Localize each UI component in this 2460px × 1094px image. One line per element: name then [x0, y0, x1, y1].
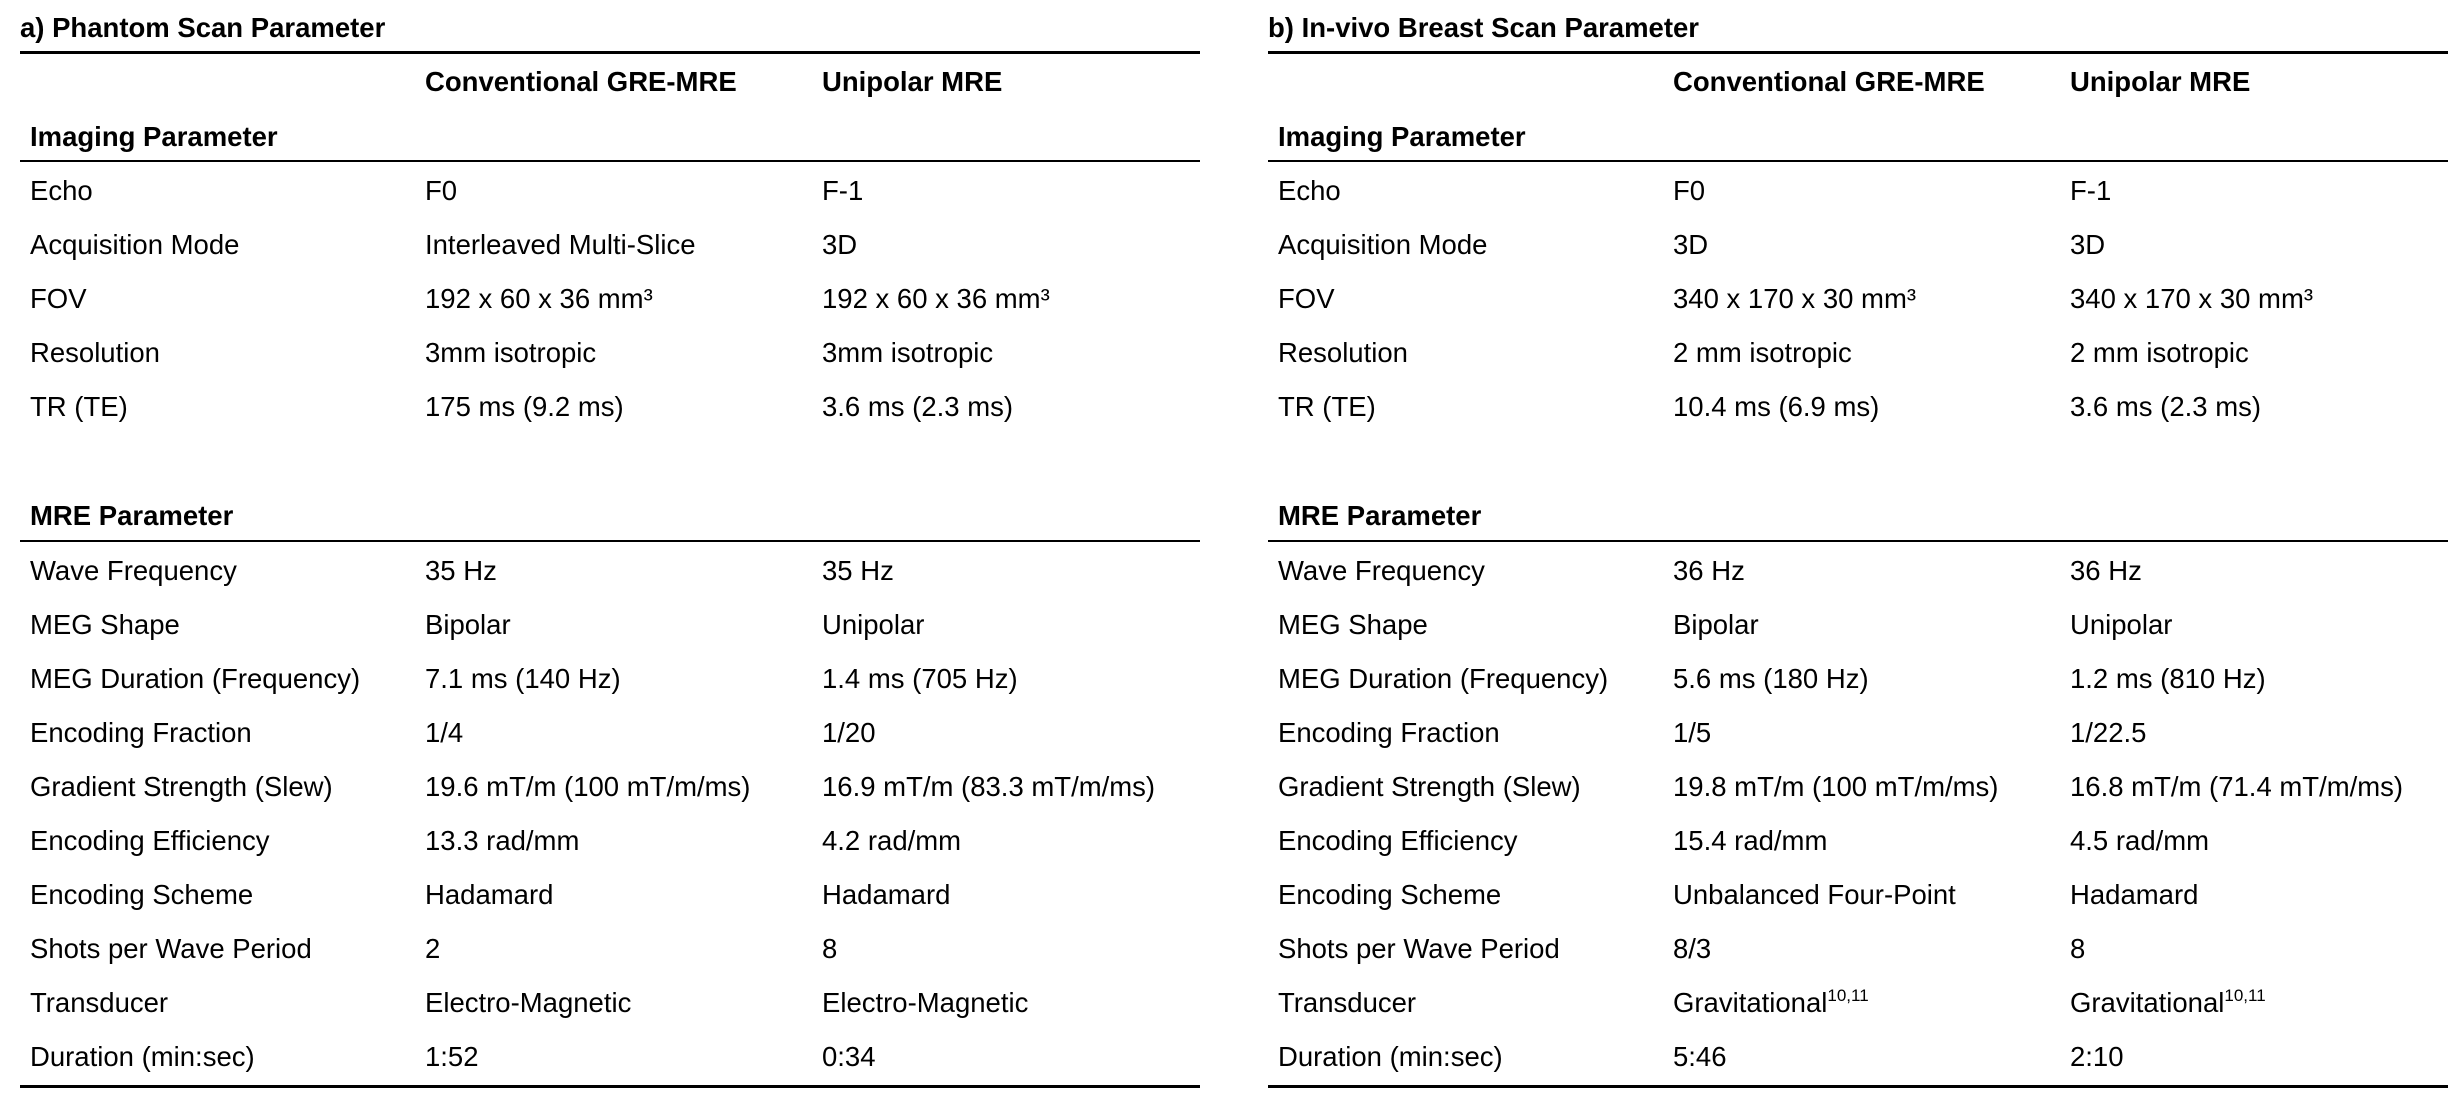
conventional-value: 5:46	[1673, 1041, 1727, 1072]
conventional-value: 3mm isotropic	[425, 337, 597, 368]
row-label: Resolution	[30, 337, 160, 368]
row-label: MEG Duration (Frequency)	[30, 663, 361, 694]
top-rule	[20, 51, 1200, 54]
section-rule	[20, 160, 1200, 162]
unipolar-value: Hadamard	[822, 879, 951, 910]
unipolar-value: 3.6 ms (2.3 ms)	[822, 391, 1014, 422]
table-row	[1268, 380, 2448, 434]
row-label: Acquisition Mode	[30, 229, 240, 260]
row-label: Echo	[30, 175, 93, 206]
section-heading-mre: MRE Parameter	[30, 500, 234, 531]
conventional-value: 35 Hz	[425, 555, 497, 586]
conventional-value: 2	[425, 933, 441, 964]
conventional-value: Hadamard	[425, 879, 554, 910]
column-header-conventional: Conventional GRE-MRE	[425, 66, 737, 97]
row-label: Wave Frequency	[1278, 555, 1485, 586]
row-label: Echo	[1278, 175, 1341, 206]
row-label: Shots per Wave Period	[30, 933, 312, 964]
table-row	[1268, 976, 2448, 1030]
table-row	[20, 164, 1200, 218]
unipolar-value: 16.9 mT/m (83.3 mT/m/ms)	[822, 771, 1156, 802]
conventional-value: Interleaved Multi-Slice	[425, 229, 696, 260]
table-row	[1268, 326, 2448, 380]
conventional-value: 1/5	[1673, 717, 1712, 748]
unipolar-value: 8	[2070, 933, 2086, 964]
table-row	[20, 922, 1200, 976]
unipolar-value: 1/22.5	[2070, 717, 2147, 748]
unipolar-value: 4.2 rad/mm	[822, 825, 962, 856]
table-row	[1268, 760, 2448, 814]
unipolar-value: 3D	[2070, 229, 2106, 260]
table-row	[20, 326, 1200, 380]
table-row	[1268, 598, 2448, 652]
unipolar-value: 2:10	[2070, 1041, 2124, 1072]
table-row	[20, 652, 1200, 706]
unipolar-value: F-1	[2070, 175, 2112, 206]
row-label: Wave Frequency	[30, 555, 237, 586]
column-header-unipolar: Unipolar MRE	[2070, 66, 2251, 97]
row-label: MEG Duration (Frequency)	[1278, 663, 1609, 694]
row-label: Encoding Fraction	[30, 717, 252, 748]
table-row	[20, 706, 1200, 760]
table-row	[20, 218, 1200, 272]
unipolar-value: 8	[822, 933, 838, 964]
row-label: Acquisition Mode	[1278, 229, 1488, 260]
conventional-value: 192 x 60 x 36 mm³	[425, 283, 653, 314]
section-heading-imaging: Imaging Parameter	[30, 121, 278, 152]
row-label: FOV	[1278, 283, 1335, 314]
unipolar-value: 192 x 60 x 36 mm³	[822, 283, 1050, 314]
table-title: b) In-vivo Breast Scan Parameter	[1268, 12, 1700, 43]
unipolar-value: 3D	[822, 229, 858, 260]
conventional-value: 19.8 mT/m (100 mT/m/ms)	[1673, 771, 1999, 802]
table-title: a) Phantom Scan Parameter	[20, 12, 386, 43]
row-label: Transducer	[1278, 987, 1417, 1018]
table-row	[1268, 868, 2448, 922]
table-row	[1268, 706, 2448, 760]
table-row	[1268, 218, 2448, 272]
row-label: Encoding Efficiency	[30, 825, 270, 856]
row-label: Resolution	[1278, 337, 1408, 368]
conventional-value	[1673, 976, 1869, 1030]
unipolar-value: 35 Hz	[822, 555, 894, 586]
conventional-value: 1/4	[425, 717, 464, 748]
table-row	[1268, 814, 2448, 868]
column-header-unipolar: Unipolar MRE	[822, 66, 1003, 97]
transducer-value: Gravitational	[1673, 987, 1828, 1018]
table-row	[20, 272, 1200, 326]
table-row	[20, 1030, 1200, 1084]
conventional-value: 1:52	[425, 1041, 479, 1072]
conventional-value: 3D	[1673, 229, 1709, 260]
conventional-value: 8/3	[1673, 933, 1712, 964]
section-rule	[1268, 160, 2448, 162]
table-row	[1268, 1030, 2448, 1084]
unipolar-value: F-1	[822, 175, 864, 206]
section-heading-imaging: Imaging Parameter	[1278, 121, 1526, 152]
row-label: Duration (min:sec)	[1278, 1041, 1503, 1072]
bottom-rule	[20, 1085, 1200, 1088]
unipolar-value: 3mm isotropic	[822, 337, 994, 368]
conventional-value: 340 x 170 x 30 mm³	[1673, 283, 1917, 314]
conventional-value: Bipolar	[425, 609, 511, 640]
row-label: Gradient Strength (Slew)	[30, 771, 333, 802]
unipolar-value	[2070, 976, 2266, 1030]
bottom-rule	[1268, 1085, 2448, 1088]
unipolar-value: 3.6 ms (2.3 ms)	[2070, 391, 2262, 422]
conventional-value: 13.3 rad/mm	[425, 825, 580, 856]
row-label: FOV	[30, 283, 87, 314]
table-row	[20, 868, 1200, 922]
row-label: TR (TE)	[1278, 391, 1376, 422]
conventional-value: 10.4 ms (6.9 ms)	[1673, 391, 1880, 422]
conventional-value: 2 mm isotropic	[1673, 337, 1852, 368]
row-label: Encoding Fraction	[1278, 717, 1500, 748]
unipolar-value: 1.2 ms (810 Hz)	[2070, 663, 2266, 694]
citation-superscript: 10,11	[2224, 986, 2266, 1005]
conventional-value: Unbalanced Four-Point	[1673, 879, 1956, 910]
citation-superscript: 10,11	[1827, 986, 1869, 1005]
table-row	[1268, 652, 2448, 706]
row-label: MEG Shape	[1278, 609, 1428, 640]
top-rule	[1268, 51, 2448, 54]
unipolar-value: 16.8 mT/m (71.4 mT/m/ms)	[2070, 771, 2404, 802]
table-row	[20, 380, 1200, 434]
transducer-value: Gravitational	[2070, 987, 2225, 1018]
section-rule	[20, 540, 1200, 542]
row-label: Shots per Wave Period	[1278, 933, 1560, 964]
section-rule	[1268, 540, 2448, 542]
row-label: Transducer	[30, 987, 169, 1018]
conventional-value: 36 Hz	[1673, 555, 1745, 586]
unipolar-value: 0:34	[822, 1041, 876, 1072]
table-row	[20, 544, 1200, 598]
unipolar-value: Electro-Magnetic	[822, 987, 1029, 1018]
row-label: Encoding Scheme	[30, 879, 254, 910]
unipolar-value: Unipolar	[822, 609, 925, 640]
unipolar-value: Hadamard	[2070, 879, 2199, 910]
row-label: MEG Shape	[30, 609, 180, 640]
table-row	[20, 760, 1200, 814]
row-label: TR (TE)	[30, 391, 128, 422]
unipolar-value: 4.5 rad/mm	[2070, 825, 2210, 856]
table-row	[20, 598, 1200, 652]
conventional-value: 15.4 rad/mm	[1673, 825, 1828, 856]
conventional-value: F0	[1673, 175, 1706, 206]
row-label: Duration (min:sec)	[30, 1041, 255, 1072]
conventional-value: 5.6 ms (180 Hz)	[1673, 663, 1869, 694]
conventional-value: 175 ms (9.2 ms)	[425, 391, 624, 422]
unipolar-value: 1.4 ms (705 Hz)	[822, 663, 1018, 694]
unipolar-value: Unipolar	[2070, 609, 2173, 640]
table-row	[1268, 272, 2448, 326]
conventional-value: Bipolar	[1673, 609, 1759, 640]
row-label: Encoding Scheme	[1278, 879, 1502, 910]
unipolar-value: 36 Hz	[2070, 555, 2142, 586]
table-row	[1268, 164, 2448, 218]
conventional-value: 7.1 ms (140 Hz)	[425, 663, 621, 694]
unipolar-value: 1/20	[822, 717, 876, 748]
conventional-value: Electro-Magnetic	[425, 987, 632, 1018]
unipolar-value: 2 mm isotropic	[2070, 337, 2249, 368]
conventional-value: 19.6 mT/m (100 mT/m/ms)	[425, 771, 751, 802]
table-row	[1268, 544, 2448, 598]
column-header-conventional: Conventional GRE-MRE	[1673, 66, 1985, 97]
unipolar-value: 340 x 170 x 30 mm³	[2070, 283, 2314, 314]
table-row	[20, 814, 1200, 868]
conventional-value: F0	[425, 175, 458, 206]
row-label: Encoding Efficiency	[1278, 825, 1518, 856]
table-row	[20, 976, 1200, 1030]
section-heading-mre: MRE Parameter	[1278, 500, 1482, 531]
table-row	[1268, 922, 2448, 976]
row-label: Gradient Strength (Slew)	[1278, 771, 1581, 802]
